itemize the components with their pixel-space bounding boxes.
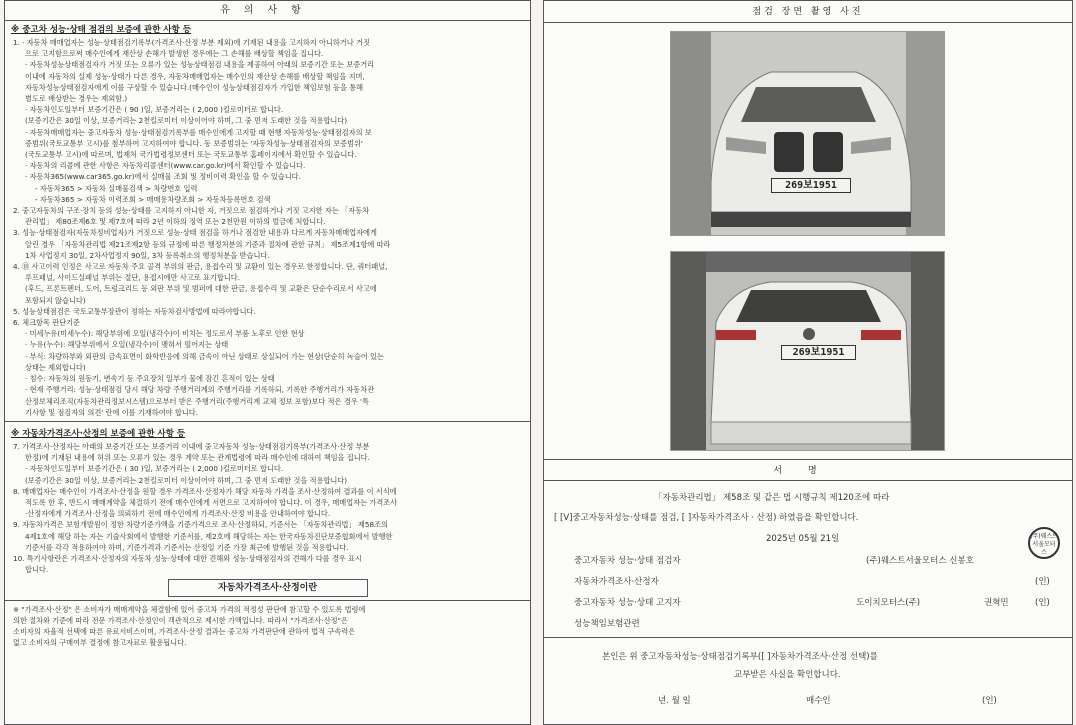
text-line: 합니다. [25, 565, 49, 575]
text-line: 7. 가격조사·산정자는 아래의 보증기간 또는 보증거리 이내에 중고자동차 성능·상태점검기록부(가격조사·산정 부분 [13, 441, 370, 451]
section2-items [5, 441, 530, 575]
notifier-label: 중고자동차 성능·상태 고지자 [574, 598, 681, 608]
text-line: · 자동차365(www.car365.go.kr)에서 실매물 조회 및 정비이력 확인을 할 수 있습니다. [25, 172, 301, 182]
text-line: 루프패널, 사이드실패널 부위는 절단, 용접시에만 사고로 표기합니다. [25, 273, 240, 283]
insurance-label: 성능책임보험관련 [574, 619, 640, 629]
text-line: 포함되지 않습니다) [25, 295, 86, 305]
text-line: 한정)에 기재된 내용에 허위 또는 오류가 있는 경우 계약 또는 관계법령에 따라 매수인에 대하여 책임을 집니다. [25, 453, 370, 463]
inspector-label: 중고자동차 성능·상태 점검자 [574, 556, 681, 566]
text-line: ·산정자에게 가격조사·산정을 의뢰하기 전에 매수인에게 가격조사·산정 비용을 안내하여야 합니다. [25, 509, 331, 519]
text-line: · 자동차매매업자는 중고자동차 성능·상태점검기록부를 매수인에게 고지할 때 현행 자동차성능·상태점검자의 보 [25, 127, 372, 137]
appraisal-box-text [5, 600, 530, 651]
receipt-line1: 본인은 위 중고자동차성능·상태점검기록부([ ]자동차가격조사·산정 선택)를 [602, 652, 878, 662]
text-line: (보증기간은 30일 이상, 보증거리는 2천킬로미터 이상이어야 하며, 그 중 먼저 도래한 것을 적용합니다) [25, 475, 348, 485]
receipt-date: 년. 월 일 [658, 696, 691, 706]
confirmation-line: [ [V]중고자동차성능·상태를 점검, [ ]자동차가격조사 · 산정) 하였음을 확인합니다. [554, 513, 859, 523]
text-line: 상태는 제외합니다) [25, 362, 86, 372]
notifier-company: 도이치모터스(주) [856, 598, 921, 608]
warranty-line: · 자동차인도일부터 보증기간은 ( 90 )일, 보증거리는 ( 2,000 )킬로미터로 합니다. [25, 105, 284, 115]
text-line: 관리법」 제80조제6호 및 제7호에 따라 2년 이하의 징역 또는 2천만원 이하의 벌금에 처합니다. [25, 217, 326, 227]
divider [5, 421, 530, 422]
text-line: 의한 절차와 기준에 따라 전문 가격조사·산정인이 객관적으로 제시한 가액입니다. 따라서 "가격조사·산정"은 [13, 616, 348, 626]
text-line: 산정보체리조직(자동차관리정보시스템)으로부터 받은 주행거리(주행거리계 교체 정보 포함)보다 적은 경우 '특 [25, 396, 369, 406]
text-line: 1차 사업정지 30일, 2차사업정지 90일, 3차 등록취소의 행정처분을 받습니다. [25, 250, 270, 260]
inspector-value: (주)웨스트서울모터스 신봉호 [866, 556, 974, 566]
text-line: 적도록 한 후, 반드시 매매계약을 체결하기 전에 매수인에게 서면으로 고지하여야 합니다. 이 경우, 매매업자는 가격조사 [25, 497, 398, 507]
text-line: · 부식: 차량하부와 외판의 금속표면이 화학반응에 의해 금속이 아닌 상태로 상실되어 가는 현상(단순히 녹슬어 있는 [25, 351, 384, 361]
text-line: 이내에 자동차의 실제 성능·상태가 다른 경우, 자동차매매업자는 매수인의 재산상 손해를 배상할 책임을 지며, [25, 71, 365, 81]
text-line: (국토교통부 고시)에 따르며, 법제처 국가법령정보센터 또는 국토교통부 홈페이지에서 확인할 수 있습니다. [25, 150, 357, 160]
text-line: · 미세누유(미세누수): 해당부위에 오일(냉각수)이 비치는 정도로서 부품 노후로 인한 현상 [25, 329, 305, 339]
appraiser-label: 자동차가격조사·산정자 [574, 577, 659, 587]
text-line: 6. 체크항목 판단기준 [13, 318, 80, 328]
notice-page [4, 0, 531, 725]
photo-header: 점검 장면 촬영 사진 [544, 1, 1072, 23]
text-line: · 침수: 자동차의 원동기, 변속기 등 주요장치 일부가 물에 잠긴 흔적이 있는 상태 [25, 374, 275, 384]
text-line: 5. 성능상태점검은 국토교통부장관이 정하는 자동차검사방법에 따라야합니다. [13, 306, 256, 316]
text-line: ※ "가격조사·산정" 은 소비자가 매매계약을 체결함에 있어 중고차 가격의 적정성 판단에 참고할 수 있도록 법령에 [13, 605, 366, 615]
buyer-seal: (인) [982, 696, 997, 706]
section2-title: ※ 자동차가격조사·산정의 보증에 관한 사항 등 [11, 428, 186, 439]
rear-car-photo [670, 251, 945, 451]
sign-date: 2025년 05월 21일 [766, 534, 840, 544]
section1-items [5, 37, 530, 418]
text-line: - 자동차365 > 자동차 이력조회 > 매매용차량조회 > 자동차등록번호 검색 [35, 194, 271, 204]
text-line: 으로 고지함으로써 매수인에게 재산상 손해가 발생한 경우에는 그 손해를 배상할 책임을 집니다. [25, 49, 324, 59]
notifier-seal: (인) [1035, 598, 1050, 608]
text-line: 별도로 배상받는 경우는 제외함.) [25, 94, 128, 104]
text-line: 1. · 자동차 매매업자는 성능·상태점검기록부(가격조사·산정 부분 제외)에 기재된 내용을 고지하지 아니하거나 거짓 [13, 38, 370, 47]
text-line: 10. 특기사항란은 가격조사·산정자의 자동차 성능·상태에 대한 견해와 성능·상태점검자의 견해가 다를 경우 표시 [13, 553, 362, 563]
text-line: 4. ⑱ 사고이력 인정은 사고로 자동차 주요 골격 부위의 판금, 용접수리 및 교환이 있는 경우로 한정합니다. 단, 쿼터패널, [13, 262, 388, 272]
buyer-label: 매수인 [806, 696, 831, 706]
text-line: 2. 중고자동차의 구조·장치 등의 성능·상태를 고지하지 아니한 자, 거짓으로 점검하거나 거짓 고지한 자는 「자동차 [13, 206, 370, 216]
rear-license-plate: 269보1951 [781, 345, 856, 360]
text-line: 자동차성능상태점검자에게 이를 구상할 수 있습니다.(매수인이 성능상태점검자가 가입한 책임보험 등을 통해 [25, 82, 364, 92]
inspection-photo-page [543, 0, 1073, 725]
text-line: 4제1호에 해당 하는 자는 기술사회에서 발행한 기준서를, 제2호에 해당하는 자는 한국자동차진단보증협회에서 발행한 [25, 531, 393, 541]
text-line: 8. 매매업자는 매수인이 가격조사·산정을 원할 경우 가격조사·산정자가 해당 자동차 가격을 조사·산정하여 결과를 이 서식에 [13, 486, 397, 496]
stamp-text: (주)웨스트 서울모터스 [1030, 533, 1058, 556]
text-line: 소비자의 자율적 선택에 따른 유료서비스이며, 가격조사·산정 결과는 중고차 가격판단에 관하여 법적 구속력은 [13, 627, 356, 637]
text-line: 기준서를 각각 적용하여야 하며, 기준가격과 기준서는 산정일 기준 가장 최근에 발행된 것을 적용합니다. [25, 542, 349, 552]
text-line: 기사항 및 점검자의 의견' 란에 이를 기재하여야 합니다. [25, 407, 199, 417]
text-line: · 누유(누수): 해당부위에서 오일(냉각수)이 맺혀서 떨어지는 상태 [25, 340, 229, 350]
appraisal-box-title: 자동차가격조사·산정이란 [168, 579, 368, 597]
front-car-photo [670, 31, 945, 236]
text-line: · 현재 주행거리: 성능·상태점검 당시 해당 차량 주행거리계의 주행거리를 기록하되, 기록한 주행거리가 자동차관 [25, 385, 375, 395]
text-line: · 자동차성능상태점검자가 거짓 또는 오류가 있는 성능상태점검 내용을 제공하여 아래의 보증기간 또는 보증거리 [25, 60, 375, 70]
text-line: 3. 성능·상태점검자(자동차정비업자)가 거짓으로 성능·상태 점검을 하거나 점검한 내용과 다르게 자동차매매업자에게 [13, 228, 377, 238]
notifier-name: 권혁민 [984, 598, 1009, 608]
text-line: (후드, 프론트펜더, 도어, 트렁크리드 등 외판 부위 및 범퍼에 대한 판금, 용접수리 및 교환은 단순수리로서 사고에 [25, 284, 377, 294]
front-license-plate: 269보1951 [771, 178, 851, 193]
text-line: · 자동차의 리콜에 관한 사항은 자동차리콜센터(www.car.go.kr)에서 확인할 수 있습니다. [25, 161, 306, 171]
law-reference: 「자동차관리법」 제58조 및 같은 법 시행규칙 제120조에 따라 [654, 493, 890, 503]
signature-header: 서명 [544, 459, 1072, 481]
notice-header: 유의사항 [5, 1, 530, 21]
text-line: (보증기간은 30일 이상, 보증거리는 2천킬로미터 이상이어야 하며, 그 중 먼저 도래한 것을 적용합니다) [25, 116, 348, 126]
section1-title: ※ 중고차 성능·상태 점검의 보증에 관한 사항 등 [11, 25, 192, 35]
appraiser-seal: (인) [1035, 577, 1050, 587]
receipt-box [544, 637, 1072, 725]
text-line: 9. 자동차가격은 보험개발원이 정한 차량기준가액을 기준가격으로 조사·산정하되, 기준서는 「자동차관리법」 제58조의 [13, 520, 388, 530]
text-line: 증범위(국토교통부 고시)를 첨부하여 고지하여야 합니다. 동 보증범위는 '자동차성능·상태점검자의 보증범위' [25, 138, 363, 148]
receipt-line2: 교부받은 사실을 확인합니다. [734, 670, 841, 680]
company-seal-stamp [1028, 527, 1060, 559]
text-line: 없고 소비자의 구매여부 결정에 참고자료로 활용됩니다. [13, 638, 187, 648]
text-line: - 자동차365 > 자동차 실매물검색 > 차량번호 입력 [35, 183, 198, 193]
warranty-line: · 자동차인도일부터 보증기간은 ( 30 )일, 보증거리는 ( 2,000 )킬로미터로 합니다. [25, 464, 284, 474]
text-line: 알린 경우 「자동차관리법 제21조제2항 등의 규정에 따른 행정처분의 기준과 절차에 관한 규칙」 제5조제1항에 따라 [25, 239, 391, 249]
